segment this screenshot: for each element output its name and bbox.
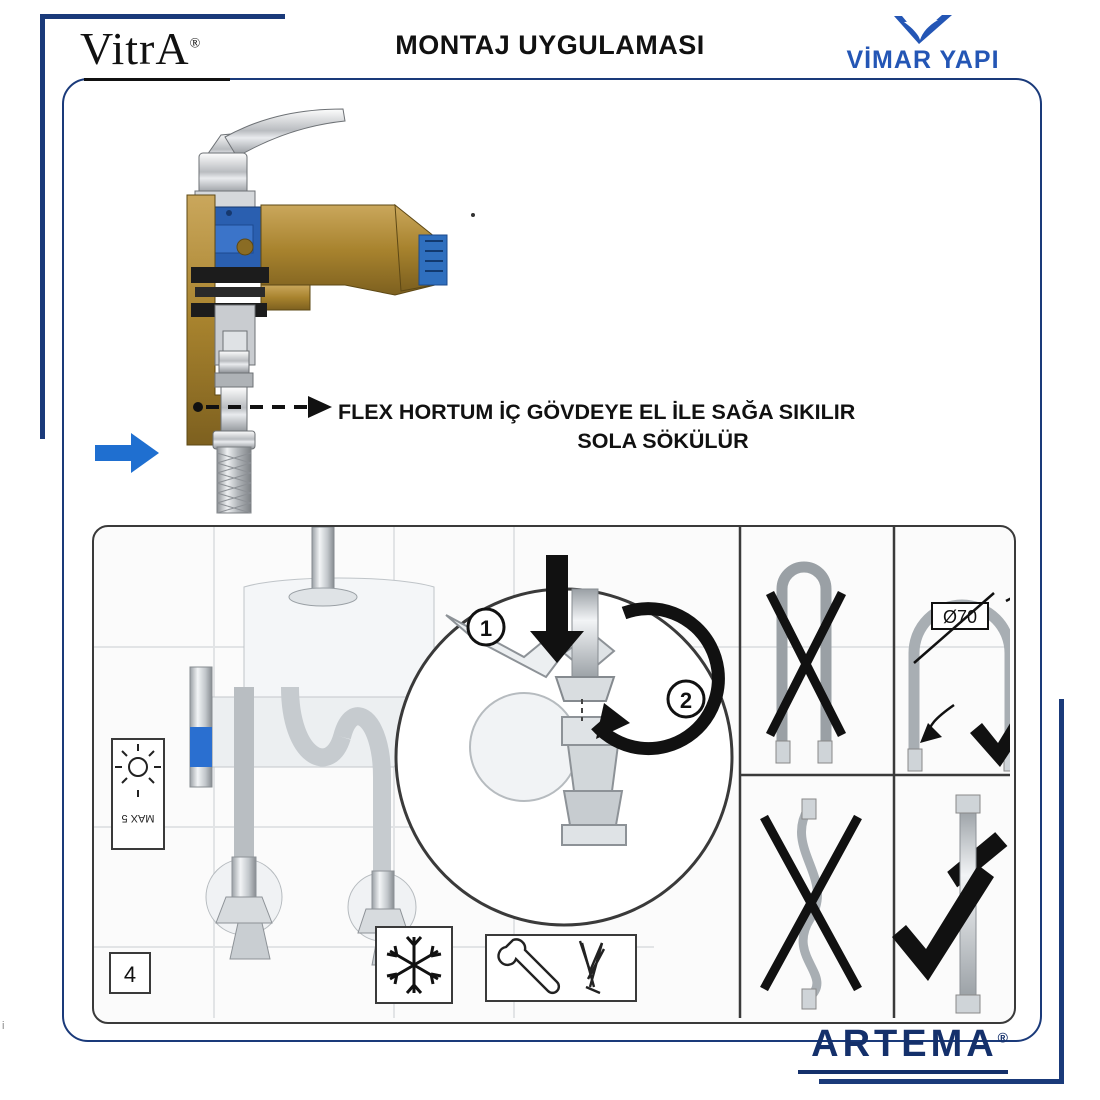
hose-straight-correct: [892, 795, 994, 1013]
callout-line-1: FLEX HORTUM İÇ GÖVDEYE EL İLE SAĞA SIKILIR: [338, 400, 856, 424]
hose-sharp-bend-wrong: [770, 567, 842, 763]
vitra-logo-underline: [84, 78, 230, 81]
callout-line-2: SOLA SÖKÜLÜR: [577, 429, 749, 454]
svg-text:MAX 5: MAX 5: [121, 812, 155, 824]
hose-wide-bend-correct: [896, 577, 1010, 893]
artema-underline: [798, 1070, 1008, 1074]
installation-instruction-panel: [92, 525, 1016, 1024]
check-swoosh-icon: [818, 14, 1028, 48]
vimar-yapi-label: VİMAR YAPI: [846, 46, 1000, 74]
artema-logo: [811, 1023, 1008, 1066]
artema-registered-mark: ®: [997, 1029, 1008, 1046]
dashed-arrow-right-icon: [190, 392, 336, 422]
vitra-registered-mark: ®: [189, 36, 202, 52]
panel-step-1-number: 1: [479, 616, 493, 641]
vitra-logo-text: VitrA: [80, 23, 190, 74]
callout-text: [338, 398, 998, 456]
edge-artifact-char: i: [2, 1020, 5, 1032]
panel-step-2-number: 2: [679, 688, 693, 713]
page-title: MONTAJ UYGULAMASI: [395, 30, 705, 60]
artema-logo-text: ARTEMA: [811, 1023, 998, 1065]
diameter-label: Ø70: [942, 607, 978, 627]
panel-step-4-number: 4: [123, 962, 137, 987]
vimar-yapi-logo: [818, 14, 1028, 84]
check-icon: [892, 865, 994, 981]
hose-twisted-wrong: [764, 799, 858, 1009]
